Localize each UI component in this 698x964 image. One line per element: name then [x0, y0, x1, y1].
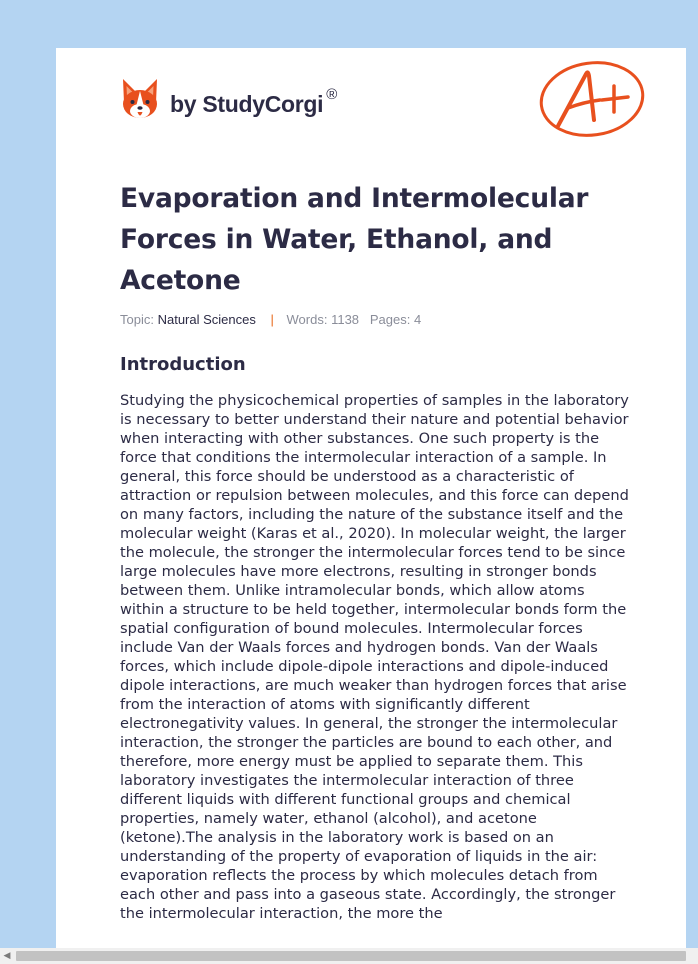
- scrollbar-thumb[interactable]: [16, 951, 686, 961]
- document-meta: [120, 312, 421, 327]
- brand-name: by StudyCorgi: [170, 90, 324, 117]
- brand-header[interactable]: [120, 75, 337, 125]
- meta-separator: |: [270, 312, 274, 327]
- corgi-icon: [120, 77, 160, 123]
- horizontal-scrollbar[interactable]: [0, 948, 698, 964]
- document-page: [56, 48, 686, 964]
- topic-link[interactable]: Natural Sciences: [157, 312, 256, 327]
- pages-label: Pages:: [369, 312, 411, 327]
- body-paragraph: Studying the physicochemical properties of samples in the laboratory is necessary to better understand their nature and potential behavior when interacting with other substances. One such property is the force that conditions the intermolecular interaction of a sample. In general, this force should be understood as a characteristic of attraction or repulsion between molecules, and this force can depend on many factors, including the nature of the substance itself and the molecular weight (Karas et al., 2020). In molecular weight, the larger the molecule, the stronger the intermolecular forces tend to be since large molecules have more electrons, resulting in stronger bonds between them. Unlike intramolecular bonds, which allow atoms within a structure to be held together, intermolecular bonds form the spatial configuration of bound molecules. Intermolecular forces include Van der Waals forces and hydrogen bonds. Van der Waals forces, which include dipole-dipole interactions and dipole-induced dipole interactions, are much weaker than hydrogen forces that arise from the interaction of atoms with significantly different electronegativity values. In general, the stronger the intermolecular interaction, the stronger the particles are bound to each other, and therefore, more energy must be applied to separate them. This laboratory investigates the intermolecular interaction of three different liquids with different functional groups and chemical properties, namely water, ethanol (alcohol), and acetone (ketone).The analysis in the laboratory work is based on an understanding of the property of evaporation of liquids in the air: evaporation reflects the process by which molecules detach from each other and pass into a gaseous state. Accordingly, the stronger the intermolecular interaction, the more the: [120, 392, 629, 922]
- registered-mark: ®: [326, 85, 338, 103]
- chevron-left-icon[interactable]: ◀: [3, 951, 11, 961]
- section-heading-introduction: Introduction: [120, 354, 246, 375]
- page-title: Evaporation and Intermolecular Forces in Water, Ethanol, and Acetone: [120, 183, 589, 296]
- pages-count: 4: [414, 312, 422, 327]
- a-plus-grade-icon: [538, 60, 648, 140]
- topic-label: Topic:: [120, 312, 154, 327]
- words-label: Words:: [286, 312, 328, 327]
- words-count: 1138: [331, 312, 360, 327]
